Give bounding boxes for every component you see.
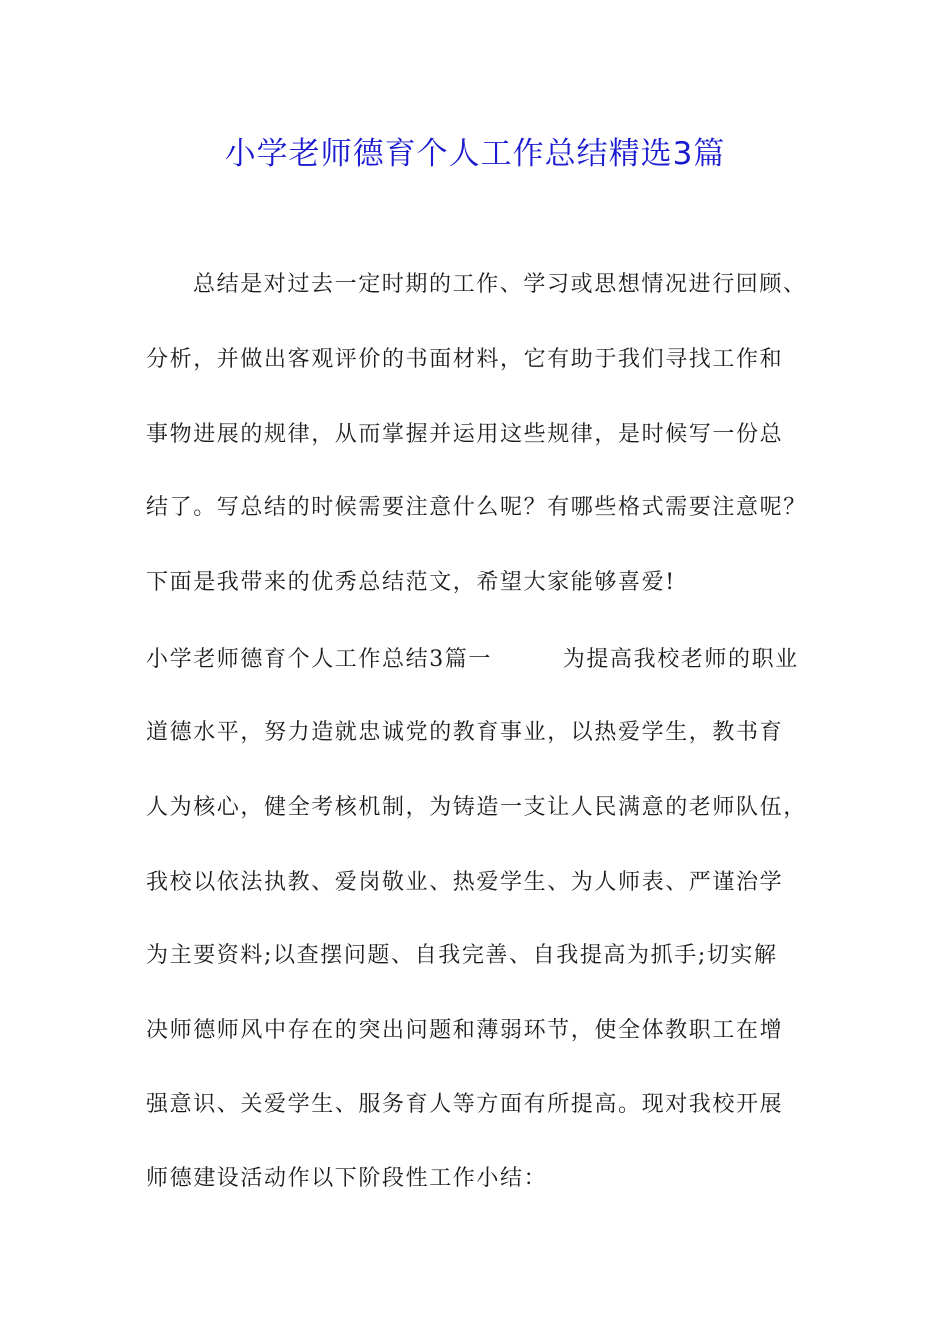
paragraph-line: 人为核心，健全考核机制，为铸造一支让人民满意的老师队伍， <box>146 795 807 820</box>
paragraph-line: 决师德师风中存在的突出问题和薄弱环节，使全体教职工在增 <box>146 1018 784 1043</box>
document-title: 小学老师德育个人工作总结精选3篇 <box>224 136 726 172</box>
paragraph-line: 我校以依法执教、爱岗敬业、热爱学生、为人师表、严谨治学 <box>146 870 784 895</box>
paragraph-line: 为主要资料;以查摆问题、自我完善、自我提高为抓手;切实解 <box>146 943 778 968</box>
paragraph-line: 分析，并做出客观评价的书面材料，它有助于我们寻找工作和 <box>146 347 784 372</box>
paragraph-line: 小学老师德育个人工作总结3篇一 为提高我校老师的职业 <box>146 647 799 672</box>
paragraph-line: 强意识、关爱学生、服务育人等方面有所提高。现对我校开展 <box>146 1092 784 1117</box>
paragraph-line: 总结是对过去一定时期的工作、学习或思想情况进行回顾、 <box>193 272 807 297</box>
paragraph-line: 结了。写总结的时候需要注意什么呢？有哪些格式需要注意呢？ <box>146 495 807 520</box>
paragraph-line: 事物进展的规律，从而掌握并运用这些规律，是时候写一份总 <box>146 422 784 447</box>
paragraph-line: 道德水平，努力造就忠诚党的教育事业，以热爱学生，教书育 <box>146 720 784 745</box>
paragraph-line: 下面是我带来的优秀总结范文，希望大家能够喜爱! <box>146 570 676 595</box>
paragraph-line: 师德建设活动作以下阶段性工作小结： <box>146 1166 548 1191</box>
